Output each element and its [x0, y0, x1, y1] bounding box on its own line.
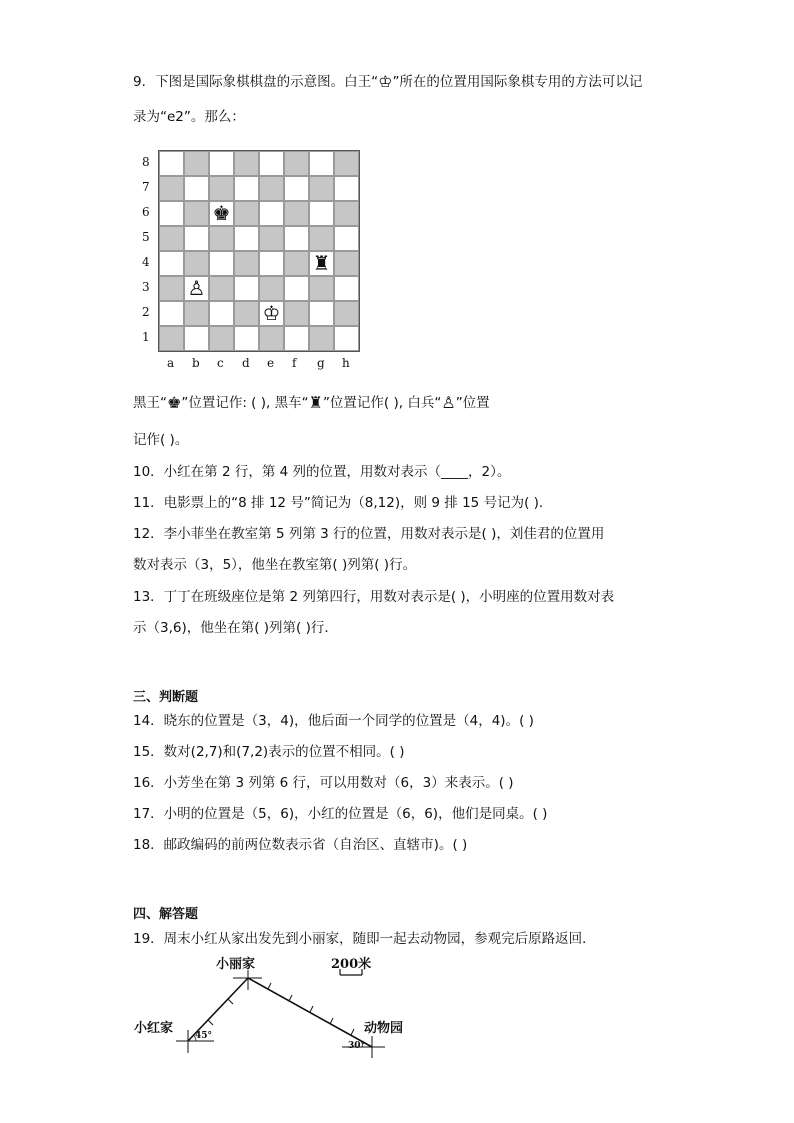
label-xiaohong-home: 小红家: [134, 1021, 174, 1036]
right-route-ticks: [268, 983, 354, 1035]
rank-label: 8: [142, 155, 150, 169]
white-king-icon: ♔: [262, 301, 281, 325]
angle-label-left: 45°: [195, 1031, 213, 1041]
scale-label: 200米: [331, 957, 372, 972]
rank-label: 4: [142, 255, 150, 269]
question-19: 19．周末小红从家出发先到小丽家，随即一起去动物园，参观完后原路返回．: [133, 931, 596, 947]
rank-label: 1: [142, 330, 150, 344]
question-18: 18．邮政编码的前两位数表示省（自治区、直辖市)。( ): [133, 837, 468, 853]
white-king-icon: ♔: [378, 72, 393, 91]
label-xiaoli-home: 小丽家: [216, 957, 256, 972]
black-rook-icon: ♜: [312, 251, 331, 275]
section-4-title: 四、解答题: [133, 907, 199, 922]
q9-line2: 录为“e2”。那么：: [133, 109, 245, 125]
file-label: c: [217, 356, 224, 370]
question-16: 16．小芳坐在第 3 列第 6 行，可以用数对（6，3）来表示。( ): [133, 775, 514, 791]
angle-label-right: 30°: [348, 1041, 366, 1051]
file-label: e: [267, 356, 275, 370]
rank-label: 6: [142, 205, 150, 219]
black-rook-icon: ♜: [308, 393, 323, 412]
white-pawn-icon: ♙: [441, 393, 456, 412]
file-label: h: [342, 356, 350, 370]
question-13-line1: 13．丁丁在班级座位是第 2 列第四行，用数对表示是( )，小明座的位置用数对表: [133, 589, 615, 605]
file-label: f: [292, 356, 297, 370]
question-15: 15．数对(2,7)和(7,2)表示的位置不相同。( ): [133, 744, 405, 760]
question-12-line1: 12．李小菲坐在教室第 5 列第 3 行的位置，用数对表示是( )，刘佳君的位置用: [133, 526, 605, 542]
question-13-line2: 示（3,6)，他坐在第( )列第( )行．: [133, 620, 338, 636]
file-label: d: [242, 356, 250, 370]
rank-label: 2: [142, 305, 150, 319]
rank-label: 3: [142, 280, 150, 294]
q9-answer-line2: 记作( )。: [133, 432, 189, 448]
question-11: 11．电影票上的“8 排 12 号”简记为（8,12)，则 9 排 15 号记为( )．: [133, 495, 553, 511]
route-xiaoli-to-zoo: [248, 978, 372, 1047]
question-14: 14．晓东的位置是（3，4)，他后面一个同学的位置是（4，4)。( ): [133, 713, 534, 729]
black-king-icon: ♚: [212, 201, 231, 225]
question-17: 17．小明的位置是（5，6)，小红的位置是（6，6)，他们是同桌。( ): [133, 806, 548, 822]
label-zoo: 动物园: [364, 1021, 404, 1036]
rank-label: 7: [142, 180, 150, 194]
section-3-title: 三、判断题: [133, 690, 199, 705]
q9-answer-line1: 黑王“♚”位置记作: ( ), 黑车“♜”位置记作( ), 白兵“♙”位置: [133, 393, 490, 412]
question-12-line2: 数对表示（3，5），他坐在教室第( )列第( )行。: [133, 557, 417, 573]
left-route-ticks: [208, 999, 233, 1025]
file-label: b: [192, 356, 200, 370]
question-10: 10．小红在第 2 行，第 4 列的位置，用数对表示（____，2）。: [133, 464, 511, 480]
rank-label: 5: [142, 230, 150, 244]
file-label: a: [167, 356, 175, 370]
white-pawn-icon: ♙: [187, 276, 206, 300]
file-label: g: [317, 356, 325, 370]
q9-line1: 9．下图是国际象棋棋盘的示意图。白王“♔”所在的位置用国际象棋专用的方法可以记: [133, 72, 643, 91]
black-king-icon: ♚: [167, 393, 182, 412]
